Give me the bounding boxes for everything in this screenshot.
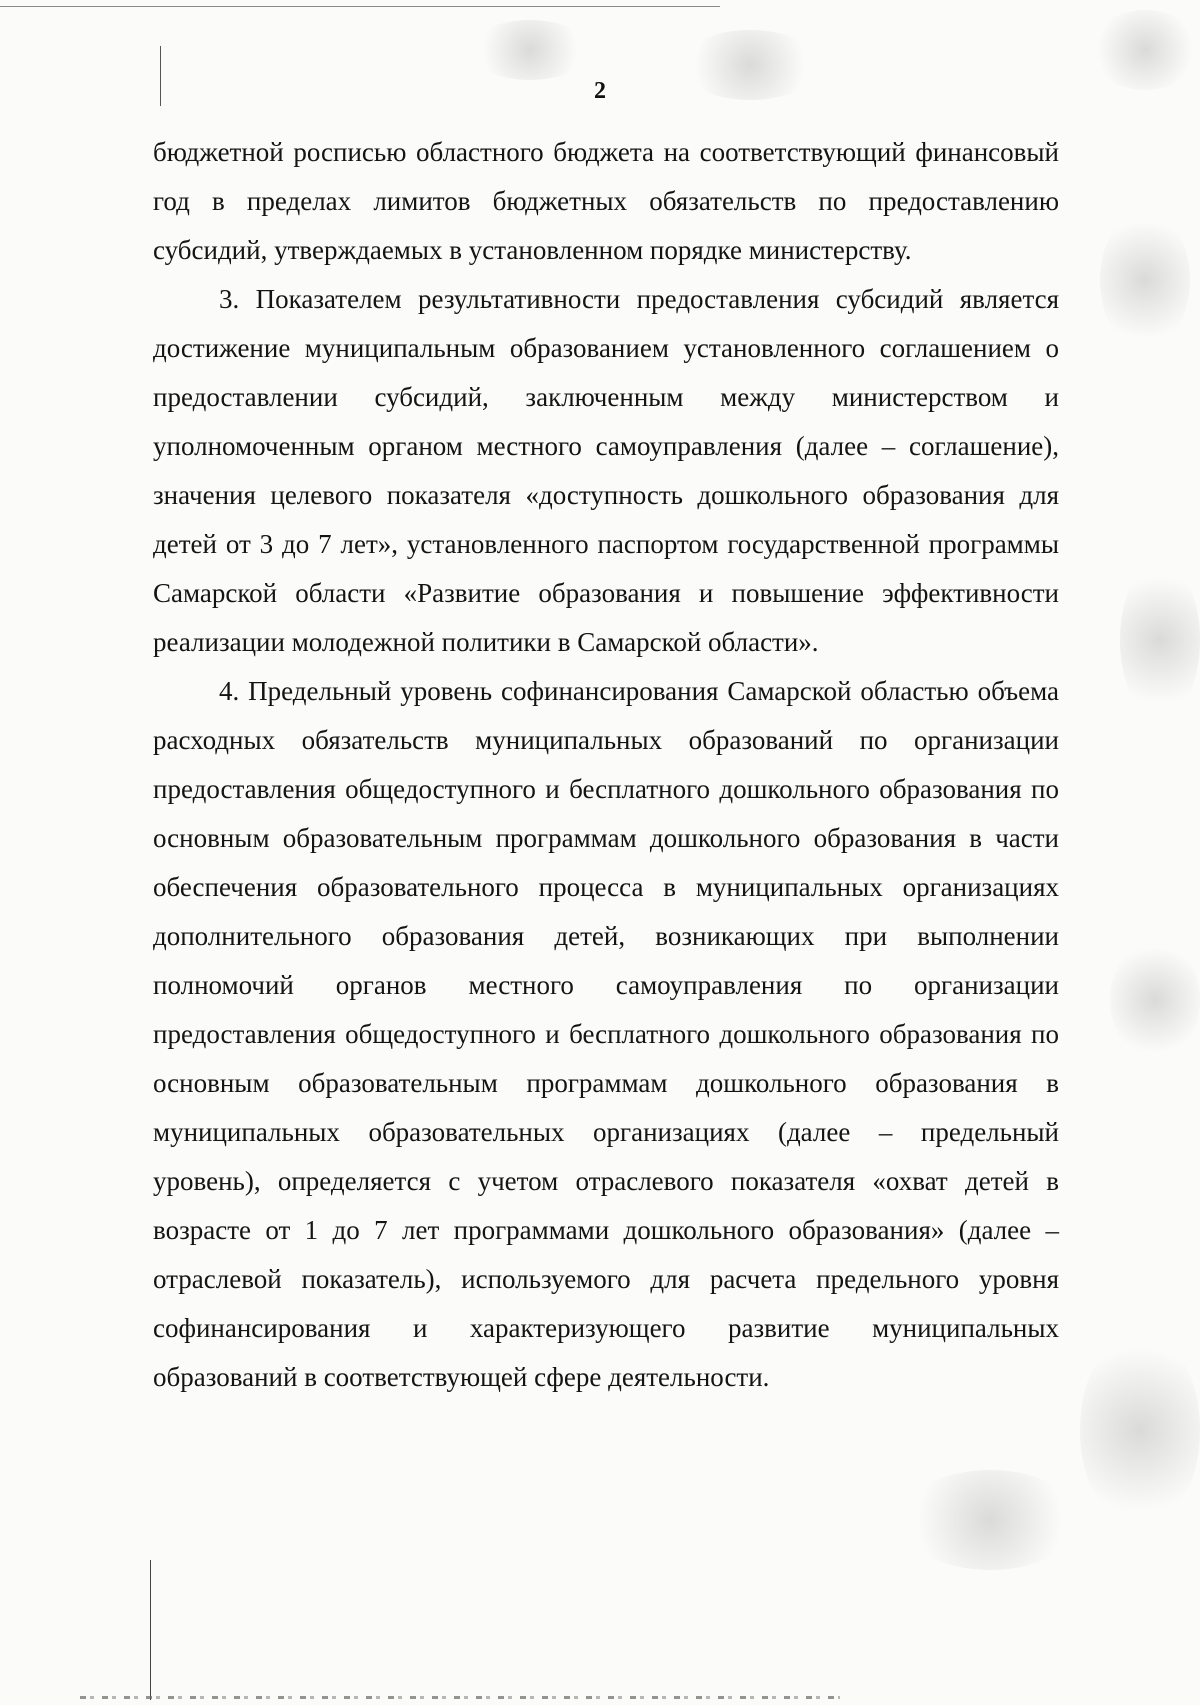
scan-noise: [1120, 560, 1200, 720]
scan-noise: [680, 30, 820, 100]
page-number: 2: [594, 78, 606, 104]
scan-noise: [1090, 10, 1200, 90]
document-body: [153, 128, 1059, 1402]
scan-top-edge-line: [0, 6, 720, 7]
scan-bottom-edge-line: [80, 1696, 840, 1699]
paragraph-continuation: бюджетной росписью областного бюджета на соответствующий финансовый год в пределах лимитов бюджетных обязательств по предоставлению субсидий, утверждаемых в установленном порядке министерству.: [153, 137, 1059, 265]
scan-noise: [900, 1470, 1080, 1570]
scan-margin-mark-top: [160, 46, 161, 106]
scan-margin-mark-bottom: [150, 1560, 151, 1700]
scan-noise: [1080, 1330, 1200, 1530]
scan-noise: [1110, 940, 1200, 1060]
paragraph-item-4: 4. Предельный уровень софинансирования Самарской областью объема расходных обязательств муниципальных образований по организации предоставления общедоступного и бесплатного дошкольного образования по основным образовательным программам дошкольного образования в части обеспечения образовательного процесса в муниципальных организациях дополнительного образования детей, возникающих при выполнении полномочий органов местного самоуправления по организации предоставления общедоступного и бесплатного дошкольного образования по основным образовательным программам дошкольного образования в муниципальных образовательных организациях (далее – предельный уровень), определяется с учетом отраслевого показателя «охват детей в возрасте от 1 до 7 лет программами дошкольного образования» (далее – отраслевой показатель), используемого для расчета предельного уровня софинансирования и характеризующего развитие муниципальных образований в соответствующей сфере деятельности.: [153, 676, 1059, 1392]
paragraph-item-3: 3. Показателем результативности предоставления субсидий является достижение муниципальным образованием установленного соглашением о предоставлении субсидий, заключенным между министерством и уполномоченным органом местного самоуправления (далее – соглашение), значения целевого показателя «доступность дошкольного образования для детей от 3 до 7 лет», установленного паспортом государственной программы Самарской области «Развитие образования и повышение эффективности реализации молодежной политики в Самарской области».: [153, 284, 1059, 657]
scan-noise: [1100, 210, 1190, 350]
scan-noise: [470, 20, 590, 80]
